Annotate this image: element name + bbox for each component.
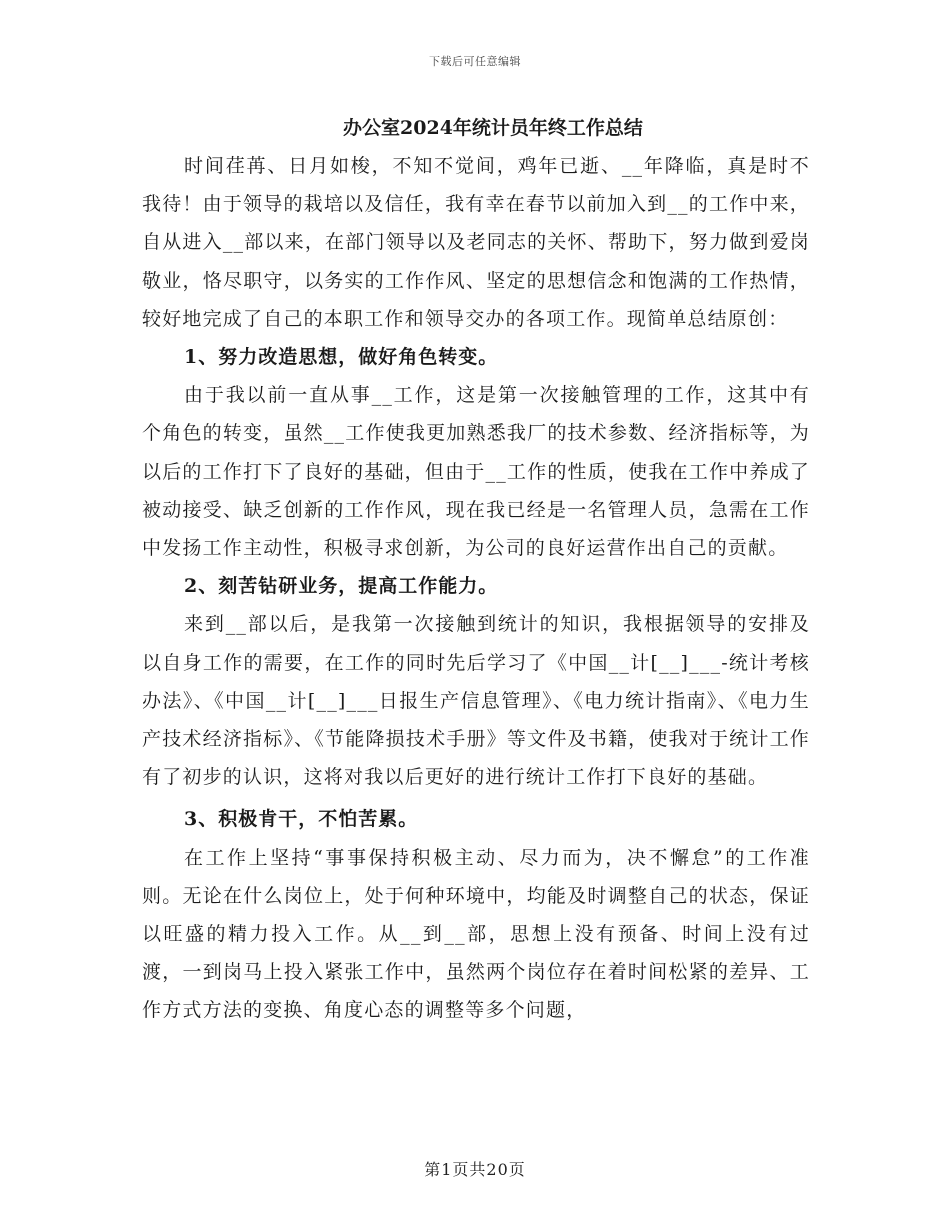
section-heading-3: 3、积极肯干，不怕苦累。 (184, 808, 419, 831)
page-footer: 第1页共20页 (424, 1160, 526, 1179)
header-note: 下载后可任意编辑 (429, 55, 521, 68)
paragraph-section-1: 由于我以前一直从事__工作，这是第一次接触管理的工作，这其中有个角色的转变，虽然__工作使我更加熟悉我厂的技术参数、经济指标等，为以后的工作打下了良好的基础，但由于__工作的性质，使我在工作中养成了被动接受、缺乏创新的工作作风，现在我已经是一名管理人员，急需在工作中发扬工作主动性，积极寻求创新，为公司的良好运营作出自己的贡献。 (142, 384, 810, 560)
paragraph-section-3: 在工作上坚持“事事保持积极主动、尽力而为，决不懈怠”的工作准则。无论在什么岗位上，处于何种环境中，均能及时调整自己的状态，保证以旺盛的精力投入工作。从__到__部，思想上没有预备、时间上没有过渡，一到岗马上投入紧张工作中，虽然两个岗位存在着时间松紧的差异、工作方式方法的变换、角度心态的调整等多个问题， (142, 846, 810, 1022)
section-heading-2: 2、刻苦钻研业务，提高工作能力。 (184, 575, 499, 598)
section-heading-1: 1、努力改造思想，做好角色转变。 (184, 346, 499, 369)
document-title: 办公室2024年统计员年终工作总结 (343, 117, 643, 139)
paragraph-section-2: 来到__部以后，是我第一次接触到统计的知识，我根据领导的安排及以自身工作的需要，在工作的同时先后学习了《中国__计[__]___-统计考核办法》、《中国__计[__]___日报生产信息管理》、《电力统计指南》、《电力生产技术经济指标》、《节能降损技术手册》等文件及书籍，使我对于统计工作有了初步的认识，这将对我以后更好的进行统计工作打下良好的基础。 (142, 613, 810, 789)
paragraph-intro: 时间荏苒、日月如梭，不知不觉间，鸡年已逝、__年降临，真是时不我待！由于领导的栽培以及信任，我有幸在春节以前加入到__的工作中来，自从进入__部以来，在部门领导以及老同志的关怀、帮助下，努力做到爱岗敬业，恪尽职守，以务实的工作作风、坚定的思想信念和饱满的工作热情，较好地完成了自己的本职工作和领导交办的各项工作。现简单总结原创： (142, 155, 810, 330)
document-body (142, 109, 810, 1030)
